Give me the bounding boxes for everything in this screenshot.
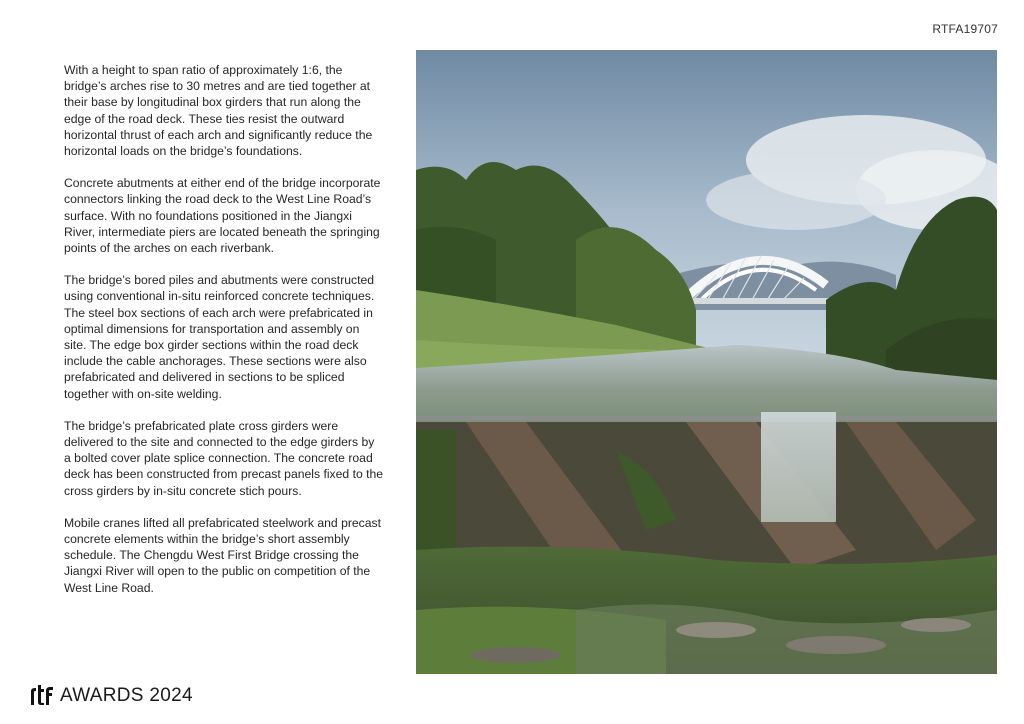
paragraph-1: With a height to span ratio of approximately 1:6, the bridge’s arches rise to 30 metres and are tied together at their base by longitudinal box girders that run along the edge of the road deck. These ties resist the outward horizontal thrust of each arch and significantly reduce the horizontal loads on the bridge’s foundations. <box>64 63 373 159</box>
bridge-photo <box>416 50 997 674</box>
paragraph-5: Mobile cranes lifted all prefabricated steelwork and precast concrete elements within the bridge’s short assembly schedule. The Chengdu West First Bridge crossing the Jiangxi River will open to the public on competition of the West Line Road. <box>64 515 382 595</box>
rtf-logo-icon <box>28 683 56 709</box>
rtf-awards-footer <box>28 682 193 710</box>
paragraph-4: The bridge’s prefabricated plate cross girders were delivered to the site and connected to the edge girders by a bolted cover plate splice connection. The concrete road deck has been constructed from precast panels fixed to the cross girders by in-situ concrete stich pours. <box>64 418 384 498</box>
document-code: RTFA19707 <box>932 22 998 36</box>
awards-label: AWARDS 2024 <box>60 685 193 706</box>
paragraph-3: The bridge’s bored piles and abutments were constructed using conventional in-situ reinforced concrete techniques. The steel box sections of each arch were prefabricated in optimal dimensions for transportation and assembly on site. The edge box girder sections within the road deck include the cable anchorages. These sections were also prefabricated and delivered in sections to be spliced together with on-site welding. <box>64 273 375 401</box>
landscape-photo-icon <box>416 50 997 674</box>
body-text <box>64 62 384 612</box>
paragraph-2: Concrete abutments at either end of the bridge incorporate connectors linking the road deck to the West Line Road’s surface. With no foundations positioned in the Jiangxi River, intermediate piers are located beneath the springing points of the arches on each riverbank. <box>64 176 381 256</box>
